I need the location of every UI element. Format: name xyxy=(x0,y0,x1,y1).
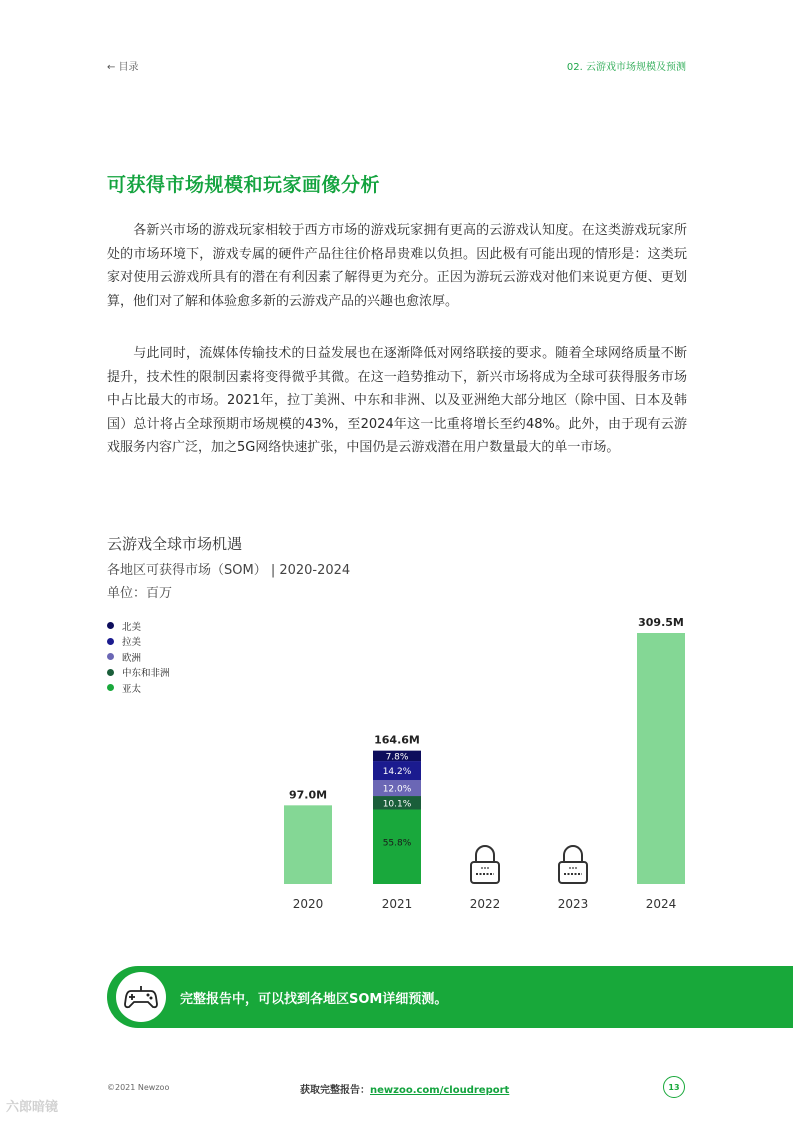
copyright: ©2021 Newzoo xyxy=(107,1083,170,1092)
segment-label: 10.1% xyxy=(382,799,412,810)
legend-label: 中东和非洲 xyxy=(122,668,170,680)
segment-label: 12.0% xyxy=(382,784,412,795)
bar-total-label: 97.0M xyxy=(288,788,328,802)
chart-subtitle: 各地区可获得市场（SOM） | 2020-2024 xyxy=(107,563,351,578)
x-tick-label: 2021 xyxy=(381,897,413,911)
x-tick-label: 2020 xyxy=(292,897,324,911)
x-tick-label: 2024 xyxy=(645,897,677,911)
get-report-label: 获取完整报告： xyxy=(300,1085,370,1096)
section-breadcrumb: 02. 云游戏市场规模及预测 xyxy=(566,62,686,73)
report-link[interactable]: newzoo.com/cloudreport xyxy=(370,1085,510,1096)
x-tick-label: 2023 xyxy=(557,897,589,911)
chart-title: 云游戏全球市场机遇 xyxy=(107,535,243,553)
lock-icon xyxy=(559,846,587,883)
back-to-contents-link[interactable]: ← 目录 xyxy=(107,62,139,73)
segment-label: 55.8% xyxy=(382,838,412,849)
x-tick-label: 2022 xyxy=(469,897,501,911)
legend-label: 拉美 xyxy=(122,637,142,649)
segment-label: 7.8% xyxy=(385,752,409,763)
paragraph-1-text: 各新兴市场的游戏玩家相较于西方市场的游戏玩家拥有更高的云游戏认知度。在这类游戏玩家所处的市场环境下，游戏专属的硬件产品往往价格昂贵难以负担。因此极有可能出现的情形是：这类玩家对使用云游戏所具有的潜在有利因素了解得更为充分。正因为游玩云游戏对他们来说更方便、更划算，他们对了解和体验愈多新的云游戏产品的兴趣也愈浓厚。 xyxy=(107,223,687,309)
lock-icon xyxy=(471,846,499,883)
bar-2020 xyxy=(284,805,332,884)
page-number: 13 xyxy=(663,1076,685,1098)
legend-label: 亚太 xyxy=(122,683,142,695)
bar-total-label: 309.5M xyxy=(638,616,684,629)
section-title: 可获得市场规模和玩家画像分析 xyxy=(107,174,381,196)
watermark-logo: 六郎暗镜 xyxy=(6,1100,59,1115)
legend-label: 北美 xyxy=(122,621,142,633)
bar-2024 xyxy=(637,633,685,884)
legend-label: 欧洲 xyxy=(122,652,142,664)
chart-unit: 单位：百万 xyxy=(107,586,173,601)
bar-total-label: 164.6M xyxy=(374,733,420,747)
banner-text: 完整报告中，可以找到各地区SOM详细预测。 xyxy=(180,992,448,1007)
segment-label: 14.2% xyxy=(382,767,412,778)
paragraph-2-text: 与此同时，流媒体传输技术的日益发展也在逐渐降低对网络联接的要求。随着全球网络质量不断提升，技术性的限制因素将变得微乎其微。在这一趋势推动下，新兴市场将成为全球可获得服务市场中占比最大的市场。2021年，拉丁美洲、中东和非洲、以及亚洲绝大部分地区（除中国、日本及韩国）总计将占全球预期市场规模的43%，至2024年这一比重将增长至约48%。此外，由于现有云游戏服务内容广泛，加之5G网络快速扩张，中国仍是云游戏潜在用户数量最大的单一市场。 xyxy=(107,346,687,455)
gamepad-icon xyxy=(116,972,166,1022)
footer-report xyxy=(300,1081,509,1096)
